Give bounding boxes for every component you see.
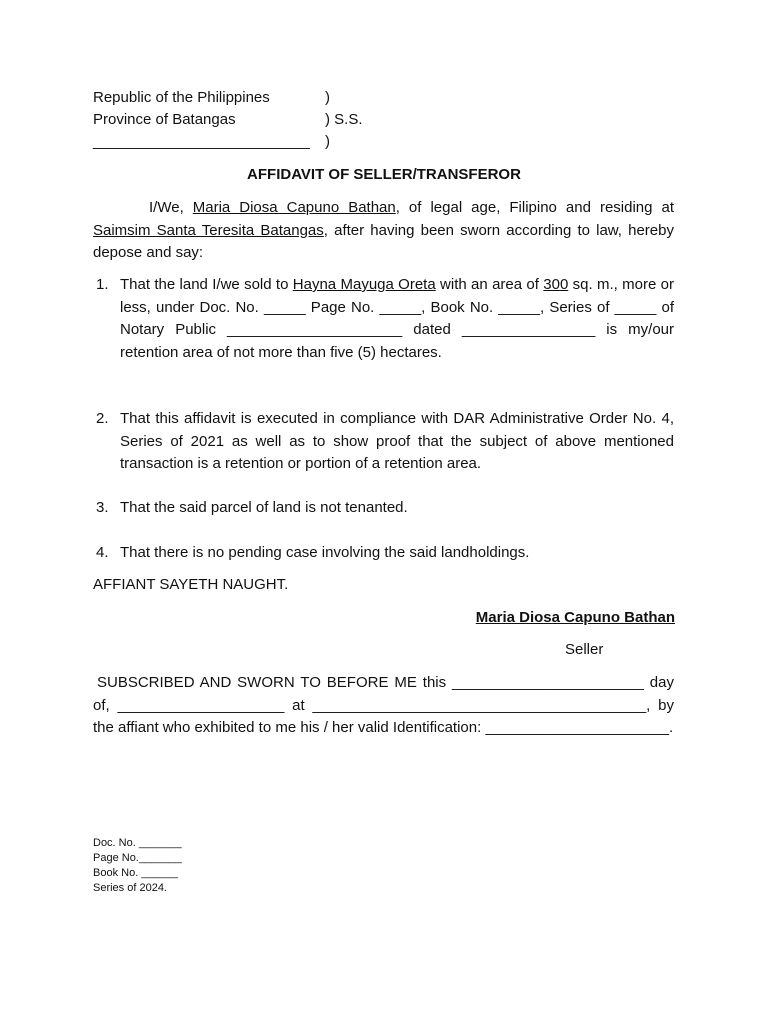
item-1-text-3: sq. m., more or less, under Doc. No. _____ Page No. _____, Book No. _____, Series of _____ of Notary Public _____________________ dated ________________ is my/our retention area of not more than five (5) hectares. bbox=[120, 276, 675, 361]
list-item bbox=[93, 497, 674, 520]
venue-paren-1: ) bbox=[325, 89, 330, 106]
affiant-address: Saimsim Santa Teresita Batangas bbox=[93, 221, 324, 239]
intro-paragraph bbox=[93, 197, 674, 265]
closing-statement: AFFIANT SAYETH NAUGHT. bbox=[93, 576, 289, 593]
item-number: 1. bbox=[96, 276, 109, 293]
signature-role: Seller bbox=[565, 641, 604, 658]
item-text: That there is no pending case involving the said landholdings. bbox=[120, 544, 530, 561]
item-1-text-2: with an area of bbox=[435, 276, 544, 293]
notarial-page-no: Page No._______ bbox=[93, 852, 182, 864]
buyer-name: Hayna Mayuga Oreta bbox=[292, 276, 436, 293]
land-area: 300 bbox=[543, 276, 569, 293]
list-item bbox=[93, 408, 674, 476]
intro-text-3: , after having been sworn according to law, hereby depose and say: bbox=[93, 221, 674, 261]
item-number: 2. bbox=[96, 410, 109, 427]
item-text bbox=[120, 274, 674, 364]
item-text: That the said parcel of land is not tenanted. bbox=[120, 499, 408, 516]
venue-paren-3: ) bbox=[325, 133, 330, 150]
notarial-doc-no: Doc. No. _______ bbox=[93, 837, 182, 849]
list-item bbox=[93, 274, 674, 364]
jurat-paragraph: SUBSCRIBED AND SWORN TO BEFORE ME this _______________________ day of, ____________________ at ________________________________________, by the affiant who exhibited to me his / her valid Identification: ______________________. bbox=[93, 674, 674, 736]
venue-republic: Republic of the Philippines bbox=[93, 89, 270, 106]
item-number: 3. bbox=[96, 499, 109, 516]
item-number: 4. bbox=[96, 544, 109, 561]
notarial-series: Series of 2024. bbox=[93, 882, 167, 894]
item-1-text-1: That the land I/we sold to bbox=[120, 276, 293, 293]
list-item bbox=[93, 542, 674, 565]
document-title: AFFIDAVIT OF SELLER/TRANSFEROR bbox=[247, 166, 521, 183]
signature-name: Maria Diosa Capuno Bathan bbox=[475, 609, 675, 626]
intro-text-1: I/We, bbox=[149, 199, 193, 216]
intro-text-2: , of legal age, Filipino and residing at bbox=[395, 199, 674, 216]
venue-province: Province of Batangas bbox=[93, 111, 236, 128]
venue-ss: ) S.S. bbox=[325, 111, 363, 128]
notarial-book-no: Book No. ______ bbox=[93, 867, 179, 879]
item-text: That this affidavit is executed in compliance with DAR Administrative Order No. 4, Series of 2021 as well as to show proof that the subject of above mentioned transaction is a retention or portion of a retention area. bbox=[120, 410, 674, 472]
affiant-name: Maria Diosa Capuno Bathan bbox=[192, 199, 396, 216]
venue-blank-line: __________________________ bbox=[93, 133, 310, 150]
